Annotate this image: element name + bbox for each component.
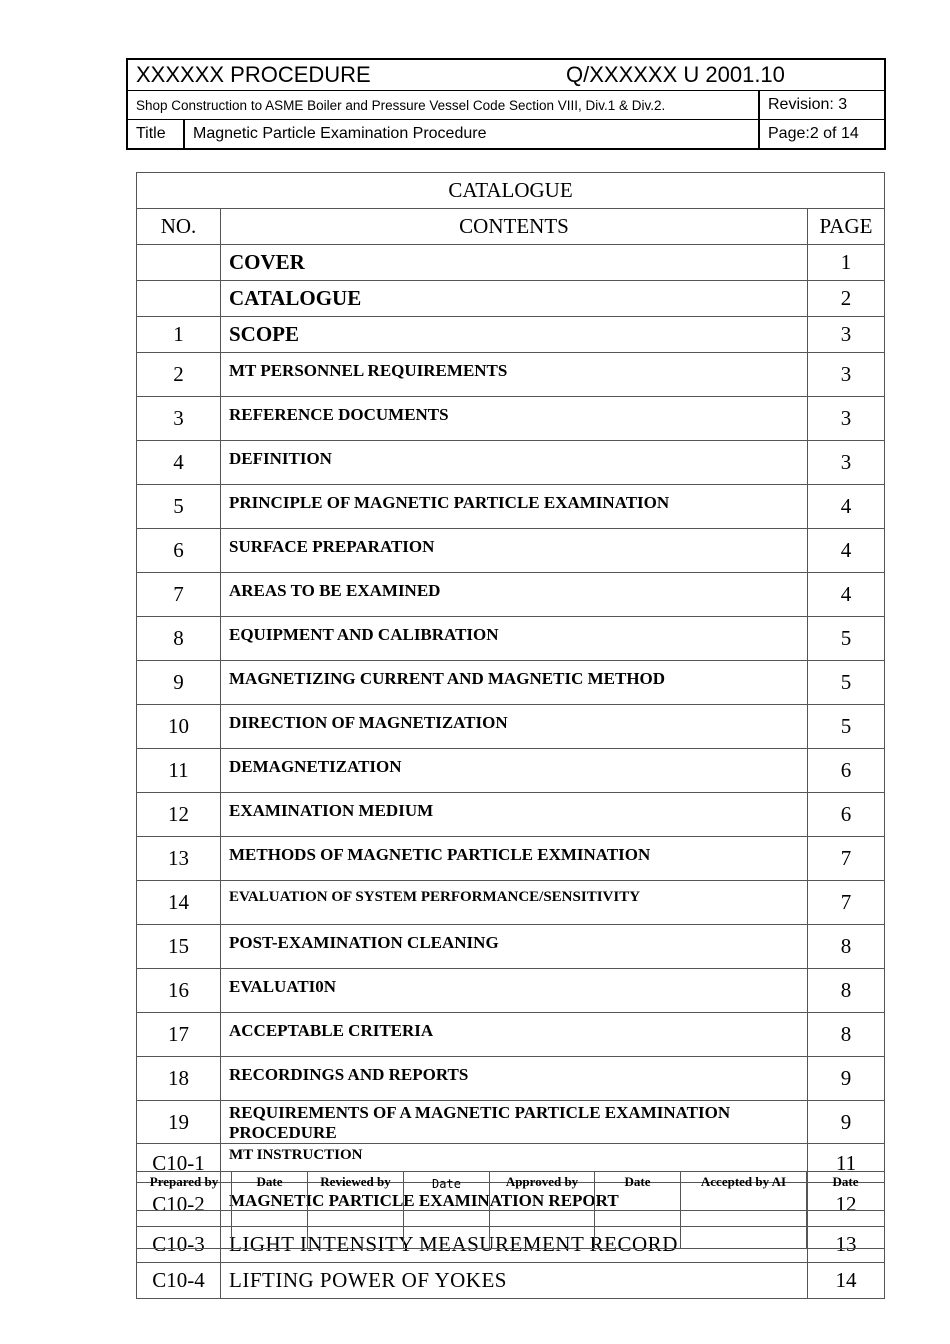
row-page: 3	[808, 317, 885, 353]
row-page: 1	[808, 245, 885, 281]
row-number: 17	[137, 1013, 221, 1057]
row-page: 3	[808, 353, 885, 397]
row-number: 4	[137, 441, 221, 485]
row-contents: REQUIREMENTS OF A MAGNETIC PARTICLE EXAMINATION PROCEDURE	[221, 1101, 808, 1144]
row-contents: MT PERSONNEL REQUIREMENTS	[221, 353, 808, 397]
row-number: 13	[137, 837, 221, 881]
row-page: 8	[808, 969, 885, 1013]
row-number: 12	[137, 793, 221, 837]
table-row	[137, 1057, 885, 1101]
row-number: 8	[137, 617, 221, 661]
row-number: 16	[137, 969, 221, 1013]
date-value	[595, 1211, 681, 1249]
date-label: Date	[232, 1172, 308, 1211]
title-label: Title	[127, 120, 184, 150]
reviewed-by-label: Reviewed by	[308, 1172, 404, 1211]
row-page: 4	[808, 485, 885, 529]
reviewed-by-signature	[308, 1211, 404, 1249]
row-contents: RECORDINGS AND REPORTS	[221, 1057, 808, 1101]
table-row	[137, 573, 885, 617]
revision-label: Revision: 3	[759, 91, 885, 120]
row-contents: MAGNETIC PARTICLE EXAMINATION REPORT	[221, 1183, 808, 1227]
row-number: C10-1	[137, 1144, 221, 1183]
row-contents: METHODS OF MAGNETIC PARTICLE EXMINATION	[221, 837, 808, 881]
header-title-row	[127, 59, 885, 91]
header-subtitle: Shop Construction to ASME Boiler and Pressure Vessel Code Section VIII, Div.1 & Div.2.	[127, 91, 759, 120]
row-contents: EXAMINATION MEDIUM	[221, 793, 808, 837]
row-contents: EVALUATI0N	[221, 969, 808, 1013]
row-contents: COVER	[221, 245, 808, 281]
table-row	[137, 793, 885, 837]
column-header-no: NO.	[137, 209, 221, 245]
row-contents: REFERENCE DOCUMENTS	[221, 397, 808, 441]
row-contents: DEMAGNETIZATION	[221, 749, 808, 793]
date-label: Date	[595, 1172, 681, 1211]
row-page: 3	[808, 441, 885, 485]
table-row	[137, 245, 885, 281]
accepted-by-label: Accepted by AI	[681, 1172, 807, 1211]
row-number	[137, 245, 221, 281]
row-number: 6	[137, 529, 221, 573]
row-contents: AREAS TO BE EXAMINED	[221, 573, 808, 617]
table-row	[137, 749, 885, 793]
date-value	[232, 1211, 308, 1249]
row-page: 9	[808, 1057, 885, 1101]
table-row	[137, 661, 885, 705]
row-number: 10	[137, 705, 221, 749]
row-number: 7	[137, 573, 221, 617]
date-label: Date	[404, 1172, 490, 1211]
table-row	[137, 925, 885, 969]
row-number: 9	[137, 661, 221, 705]
row-contents: EVALUATION OF SYSTEM PERFORMANCE/SENSITIVITY	[221, 881, 808, 925]
accepted-by-signature	[681, 1211, 807, 1249]
column-header-page: PAGE	[808, 209, 885, 245]
row-number: 14	[137, 881, 221, 925]
table-row	[137, 1263, 885, 1299]
row-page: 9	[808, 1101, 885, 1144]
approved-by-label: Approved by	[490, 1172, 595, 1211]
table-row	[137, 1013, 885, 1057]
row-page: 7	[808, 881, 885, 925]
column-header-contents: CONTENTS	[221, 209, 808, 245]
row-page: 4	[808, 573, 885, 617]
row-number	[137, 281, 221, 317]
row-page: 3	[808, 397, 885, 441]
prepared-by-signature	[137, 1211, 232, 1249]
table-row	[137, 485, 885, 529]
prepared-by-label: Prepared by	[137, 1172, 232, 1211]
row-page: 8	[808, 925, 885, 969]
row-number: 2	[137, 353, 221, 397]
table-row	[137, 705, 885, 749]
row-page: 2	[808, 281, 885, 317]
row-contents: EQUIPMENT AND CALIBRATION	[221, 617, 808, 661]
catalogue-heading: CATALOGUE	[137, 173, 885, 209]
row-number: 18	[137, 1057, 221, 1101]
row-number: C10-3	[137, 1227, 221, 1263]
row-contents: SURFACE PREPARATION	[221, 529, 808, 573]
document-title: Magnetic Particle Examination Procedure	[184, 120, 759, 150]
row-number: 15	[137, 925, 221, 969]
row-contents: POST-EXAMINATION CLEANING	[221, 925, 808, 969]
procedure-name: XXXXXX PROCEDURE	[136, 62, 371, 87]
table-row	[137, 969, 885, 1013]
table-row	[137, 281, 885, 317]
row-page: 11	[808, 1144, 885, 1183]
row-page: 5	[808, 705, 885, 749]
table-row	[137, 881, 885, 925]
row-number: C10-2	[137, 1183, 221, 1227]
table-row	[137, 1101, 885, 1144]
row-contents: SCOPE	[221, 317, 808, 353]
row-contents: MAGNETIZING CURRENT AND MAGNETIC METHOD	[221, 661, 808, 705]
table-row	[137, 441, 885, 485]
row-contents: PRINCIPLE OF MAGNETIC PARTICLE EXAMINATION	[221, 485, 808, 529]
table-row	[137, 353, 885, 397]
row-number: 5	[137, 485, 221, 529]
catalogue-table	[136, 172, 885, 1299]
row-number: 11	[137, 749, 221, 793]
table-row	[137, 529, 885, 573]
row-page: 14	[808, 1263, 885, 1299]
row-page: 13	[808, 1227, 885, 1263]
row-number: C10-4	[137, 1263, 221, 1299]
page-number: Page:2 of 14	[759, 120, 885, 150]
date-value	[807, 1211, 885, 1249]
row-contents: DEFINITION	[221, 441, 808, 485]
row-number: 1	[137, 317, 221, 353]
row-page: 6	[808, 749, 885, 793]
row-contents: MT INSTRUCTION	[221, 1144, 808, 1183]
row-contents: LIGHT INTENSITY MEASUREMENT RECORD	[221, 1227, 808, 1263]
row-page: 5	[808, 617, 885, 661]
date-value	[404, 1211, 490, 1249]
row-page: 12	[808, 1183, 885, 1227]
row-page: 7	[808, 837, 885, 881]
row-page: 8	[808, 1013, 885, 1057]
row-contents: LIFTING POWER OF YOKES	[221, 1263, 808, 1299]
signoff-table	[136, 1171, 885, 1249]
row-number: 3	[137, 397, 221, 441]
table-row	[137, 837, 885, 881]
document-header	[126, 58, 886, 150]
approved-by-signature	[490, 1211, 595, 1249]
row-page: 5	[808, 661, 885, 705]
row-contents: ACCEPTABLE CRITERIA	[221, 1013, 808, 1057]
table-row	[137, 617, 885, 661]
row-contents: DIRECTION OF MAGNETIZATION	[221, 705, 808, 749]
row-page: 4	[808, 529, 885, 573]
procedure-code: Q/XXXXXX U 2001.10	[566, 62, 785, 87]
row-contents: CATALOGUE	[221, 281, 808, 317]
table-row	[137, 397, 885, 441]
row-number: 19	[137, 1101, 221, 1144]
row-page: 6	[808, 793, 885, 837]
table-row	[137, 317, 885, 353]
date-label: Date	[807, 1172, 885, 1211]
